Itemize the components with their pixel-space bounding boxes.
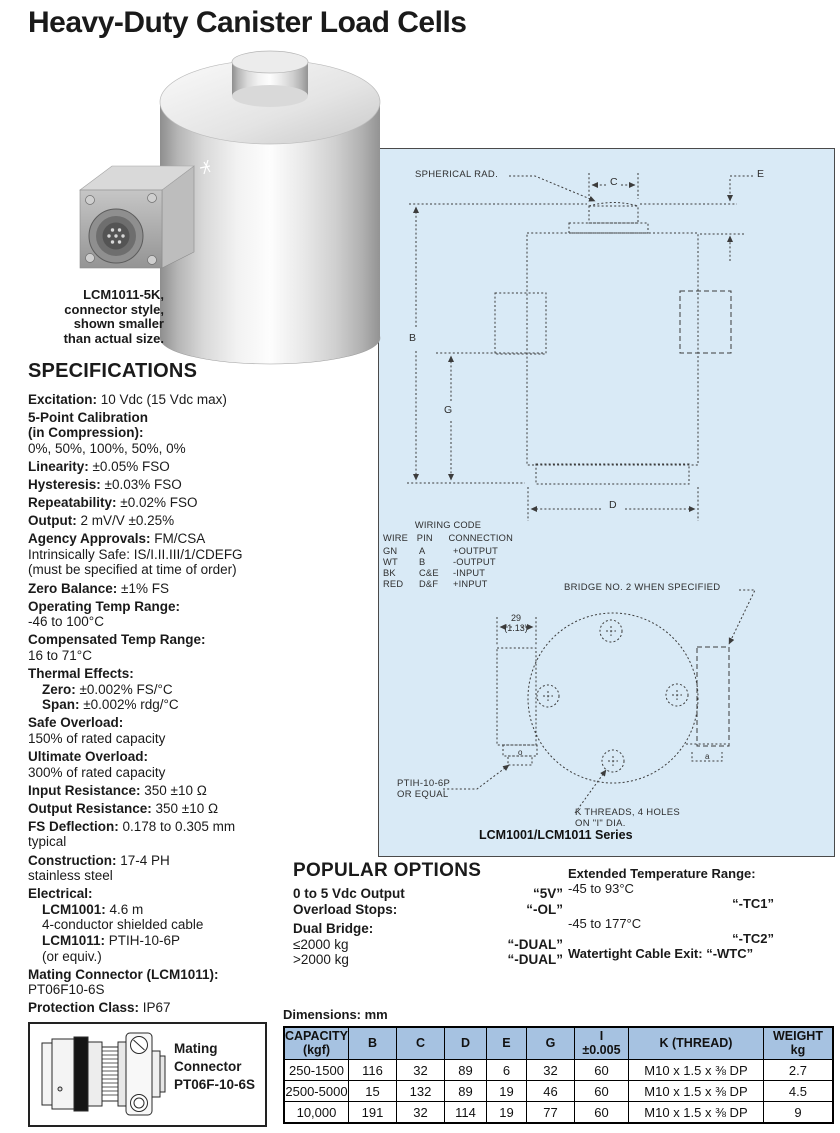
dimensions-table-cell: 60 [574, 1081, 628, 1102]
dimensions-table-cell: 132 [396, 1081, 444, 1102]
dimensions-table-cell: 60 [574, 1102, 628, 1124]
option-row: Overload Stops: “-OL” [293, 901, 563, 917]
dimensions-table-cell: M10 x 1.5 x ⅜ DP [628, 1081, 763, 1102]
dimensions-table-header-cell: C [396, 1027, 444, 1060]
dimensions-table-cell: 15 [348, 1081, 396, 1102]
dimensions-table-row [284, 1060, 833, 1081]
mating-connector-drawing [38, 1029, 168, 1119]
dimensions-table-header-cell: I ±0.005 [574, 1027, 628, 1060]
dimensions-table-header-cell: CAPACITY (kgf) [284, 1027, 348, 1060]
spec-line: Repeatability: ±0.02% FSO [28, 495, 198, 511]
dimensions-table-cell: 116 [348, 1060, 396, 1081]
dimensions-table-cell: 77 [526, 1102, 574, 1124]
wiring-code-row: BK C&E -INPUT [383, 568, 486, 578]
label-ptih-connector: PTIH-10-6P OR EQUAL [397, 778, 451, 800]
dimensions-table-header-cell: WEIGHT kg [763, 1027, 833, 1060]
extended-option-line: -45 to 93°C [568, 881, 634, 896]
photo-caption-line: connector style, [64, 301, 164, 317]
wiring-code-header: WIRE PIN CONNECTION [383, 533, 513, 543]
spec-line: Output Resistance: 350 ±10 Ω [28, 800, 219, 816]
label-k-threads: K THREADS, 4 HOLES ON "I" DIA. [575, 807, 681, 829]
dimensions-table-cell: 250-1500 [284, 1060, 348, 1081]
extended-options [568, 866, 774, 961]
label-dim-g: G [444, 404, 453, 416]
spec-line: Input Resistance: 350 ±10 Ω [28, 782, 207, 798]
dimensions-table-cell: 89 [444, 1081, 486, 1102]
spec-line: Electrical: [28, 886, 93, 902]
dimensions-table-cell: 4.5 [763, 1081, 833, 1102]
dimensions-table-cell: 9 [763, 1102, 833, 1124]
dimensions-table-cell: M10 x 1.5 x ⅜ DP [628, 1102, 763, 1124]
option-row: ≤2000 kg “-DUAL” [293, 936, 563, 952]
spec-line: Intrinsically Safe: IS/I.II.III/1/CDEFG [28, 546, 243, 562]
wiring-code-row: WT B -OUTPUT [383, 557, 496, 567]
dimensions-table-header-cell: K (THREAD) [628, 1027, 763, 1060]
wiring-code-row: RED D&F +INPUT [383, 579, 488, 589]
dimensions-table-cell: 2.7 [763, 1060, 833, 1081]
spec-line: (in Compression): [28, 425, 144, 441]
specifications-list [28, 389, 243, 1016]
dimensions-table-cell: 6 [486, 1060, 526, 1081]
spec-line: Safe Overload: [28, 715, 124, 731]
label-bridge-no2: BRIDGE NO. 2 WHEN SPECIFIED [564, 582, 721, 593]
dimensions-table-cell: 60 [574, 1060, 628, 1081]
dimensions-table-cell: M10 x 1.5 x ⅜ DP [628, 1060, 763, 1081]
popular-options-heading: POPULAR OPTIONS [293, 860, 482, 881]
dimensions-table-cell: 19 [486, 1081, 526, 1102]
photo-caption-line: than actual size. [63, 330, 164, 346]
dimensions-table-cell: 46 [526, 1081, 574, 1102]
photo-caption [22, 288, 164, 346]
spec-line: Mating Connector (LCM1011): [28, 966, 219, 982]
spec-line: Excitation: 10 Vdc (15 Vdc max) [28, 391, 227, 407]
extended-option-line: Watertight Cable Exit: “-WTC” [568, 946, 754, 961]
dimensions-table-cell: 32 [396, 1102, 444, 1124]
spec-line: 150% of rated capacity [28, 730, 166, 746]
label-dim-c: C [610, 176, 618, 188]
dimension-drawing-panel [378, 148, 835, 857]
mating-connector-label [174, 1040, 255, 1094]
label-dim-29: 29 (1.13) [504, 613, 528, 633]
mating-connector-label-line: Connector [174, 1059, 242, 1074]
extended-option-line: “-TC2” [732, 931, 774, 946]
spec-line: Hysteresis: ±0.03% FSO [28, 476, 182, 492]
dimensions-table-header-cell: D [444, 1027, 486, 1060]
dimensions-table-cell: 2500-5000 [284, 1081, 348, 1102]
connector-block [80, 166, 194, 268]
label-dim-e: E [757, 168, 765, 180]
dimensions-table-header-cell: B [348, 1027, 396, 1060]
extended-option-line: -45 to 177°C [568, 916, 642, 931]
dimensions-table-header-cell: E [486, 1027, 526, 1060]
mating-connector-label-line: PT06F-10-6S [174, 1077, 256, 1092]
label-dim-a: a [705, 752, 710, 761]
spec-line: stainless steel [28, 868, 113, 884]
dimensions-note: Dimensions: mm [283, 1007, 388, 1022]
photo-caption-line: LCM1011-5K, [83, 287, 164, 302]
spec-line: typical [28, 834, 67, 850]
dimensions-table-cell: 114 [444, 1102, 486, 1124]
mating-connector-label-line: Mating [174, 1041, 218, 1056]
spec-line: (or equiv.) [42, 948, 102, 964]
wiring-code-block [383, 520, 513, 590]
dimensions-table-cell: 32 [396, 1060, 444, 1081]
spec-line: FS Deflection: 0.178 to 0.305 mm [28, 818, 236, 834]
spec-line: Operating Temp Range: [28, 598, 181, 614]
dimensions-table-row [284, 1081, 833, 1102]
spec-line: 0%, 50%, 100%, 50%, 0% [28, 440, 186, 456]
option-row: Dual Bridge: [293, 921, 374, 936]
option-row: >2000 kg “-DUAL” [293, 952, 563, 967]
dimension-drawing-svg [379, 149, 834, 856]
label-spherical-rad: SPHERICAL RAD. [415, 169, 499, 180]
option-row: 0 to 5 Vdc Output “5V” [293, 886, 563, 901]
spec-line: LCM1001: 4.6 m [42, 901, 144, 917]
series-caption: LCM1001/LCM1011 Series [479, 828, 633, 842]
spec-line: (must be specified at time of order) [28, 562, 237, 578]
spec-line: PT06F10-6S [28, 982, 105, 998]
wiring-code-row: GN A +OUTPUT [383, 546, 499, 556]
spec-line: -46 to 100°C [28, 614, 104, 630]
spec-line: Linearity: ±0.05% FSO [28, 458, 170, 474]
spec-line: Output: 2 mV/V ±0.25% [28, 513, 175, 529]
dimensions-table-cell: 191 [348, 1102, 396, 1124]
extended-option-line: “-TC1” [732, 896, 774, 911]
dimensions-table [283, 1026, 834, 1124]
spec-line: 5-Point Calibration [28, 409, 149, 425]
popular-options [293, 860, 563, 968]
spec-line: 16 to 71°C [28, 647, 92, 663]
dimensions-table-cell: 10,000 [284, 1102, 348, 1124]
spec-line: Ultimate Overload: [28, 748, 149, 764]
page-title: Heavy-Duty Canister Load Cells [28, 6, 467, 39]
spec-line: 4-conductor shielded cable [42, 917, 204, 933]
spec-line: Agency Approvals: FM/CSA [28, 531, 206, 547]
dimensions-table-cell: 32 [526, 1060, 574, 1081]
spec-line: LCM1011: PTIH-10-6P [42, 933, 181, 948]
spec-line: Thermal Effects: [28, 666, 134, 681]
dimensions-table-header-cell: G [526, 1027, 574, 1060]
extended-option-line: Extended Temperature Range: [568, 866, 756, 881]
photo-caption-line: shown smaller [73, 316, 164, 331]
label-dim-d: D [609, 499, 617, 511]
dimensions-table-cell: 89 [444, 1060, 486, 1081]
spec-line: Span: ±0.002% rdg/°C [42, 697, 179, 713]
label-dim-b: B [409, 332, 417, 344]
wiring-code-title: WIRING CODE [414, 520, 482, 530]
mating-connector-box [28, 1022, 267, 1127]
spec-line: Zero Balance: ±1% FS [28, 580, 169, 596]
spec-line: Protection Class: IP67 [28, 1000, 171, 1016]
dimensions-table-row [284, 1102, 833, 1124]
specifications-heading: SPECIFICATIONS [28, 360, 198, 382]
label-dim-o: o [518, 748, 523, 757]
dimensions-table-cell: 19 [486, 1102, 526, 1124]
spec-line: Compensated Temp Range: [28, 632, 206, 648]
spec-line: Construction: 17-4 PH [28, 852, 170, 868]
spec-line: Zero: ±0.002% FS/°C [42, 681, 173, 697]
spec-line: 300% of rated capacity [28, 764, 166, 780]
